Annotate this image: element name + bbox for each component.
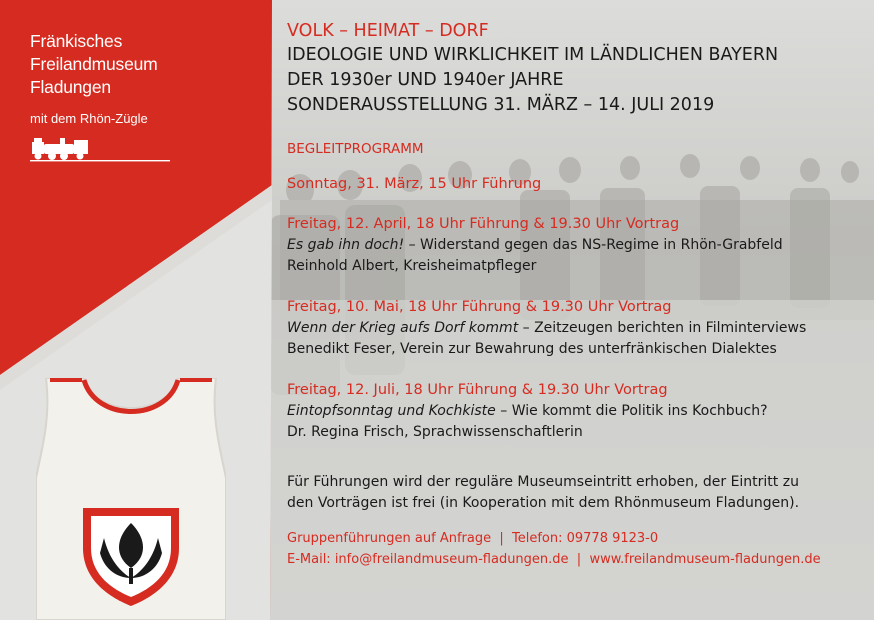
event-title-italic: Wenn der Krieg aufs Dorf kommt	[287, 320, 519, 336]
content-column	[287, 20, 867, 570]
exhibition-title-line: IDEOLOGIE UND WIRKLICHKEIT IM LÄNDLICHEN BAYERN	[287, 45, 779, 65]
event-date: Freitag, 10. Mai, 18 Uhr Führung & 19.30 Uhr Vortrag	[287, 299, 672, 315]
event-date: Freitag, 12. Juli, 18 Uhr Führung & 19.30 Uhr Vortrag	[287, 382, 668, 398]
event-title	[287, 235, 867, 256]
event-item	[287, 297, 867, 360]
museum-logo	[30, 30, 190, 162]
event-date: Freitag, 12. April, 18 Uhr Führung & 19.30 Uhr Vortrag	[287, 216, 680, 232]
event-title-rest: – Widerstand gegen das NS-Regime in Rhön-Grabfeld	[404, 237, 783, 253]
event-item	[287, 214, 867, 277]
admission-note-line: den Vorträgen ist frei (in Kooperation mit dem Rhönmuseum Fladungen).	[287, 495, 800, 511]
event-title-italic: Es gab ihn doch!	[287, 237, 405, 253]
exhibition-title-line: SONDERAUSSTELLUNG 31. MÄRZ – 14. JULI 2019	[287, 95, 715, 115]
program-heading: BEGLEITPROGRAMM	[287, 141, 424, 157]
event-date: Sonntag, 31. März, 15 Uhr Führung	[287, 176, 542, 192]
event-speaker: Reinhold Albert, Kreisheimatpfleger	[287, 258, 537, 274]
admission-note	[287, 472, 867, 514]
contact-line-phone: Gruppenführungen auf Anfrage | Telefon: 09778 9123-0	[287, 531, 659, 546]
contact-line-web: E-Mail: info@freilandmuseum-fladungen.de | www.freilandmuseum-fladungen.de	[287, 552, 821, 567]
museum-name-line: Freilandmuseum	[30, 54, 158, 74]
event-item	[287, 380, 867, 443]
event-title-italic: Eintopfsonntag und Kochkiste	[287, 403, 496, 419]
museum-tagline: mit dem Rhön-Zügle	[30, 111, 148, 126]
museum-name-line: Fränkisches	[30, 31, 123, 51]
admission-note-line: Für Führungen wird der reguläre Museumseintritt erhoben, der Eintritt zu	[287, 474, 799, 490]
contact-footer	[287, 528, 867, 570]
event-title-rest: – Zeitzeugen berichten in Filminterviews	[518, 320, 807, 336]
train-icon	[30, 132, 170, 162]
event-speaker: Dr. Regina Frisch, Sprachwissenschaftlerin	[287, 424, 583, 440]
event-title	[287, 401, 867, 422]
shirt-image	[36, 378, 226, 620]
event-title	[287, 318, 867, 339]
event-title-rest: – Wie kommt die Politik ins Kochbuch?	[495, 403, 768, 419]
exhibition-kicker: VOLK – HEIMAT – DORF	[287, 21, 489, 41]
museum-name-line: Fladungen	[30, 77, 111, 97]
exhibition-title-line: DER 1930er UND 1940er JAHRE	[287, 70, 564, 90]
event-speaker: Benedikt Feser, Verein zur Bewahrung des unterfränkischen Dialektes	[287, 341, 777, 357]
